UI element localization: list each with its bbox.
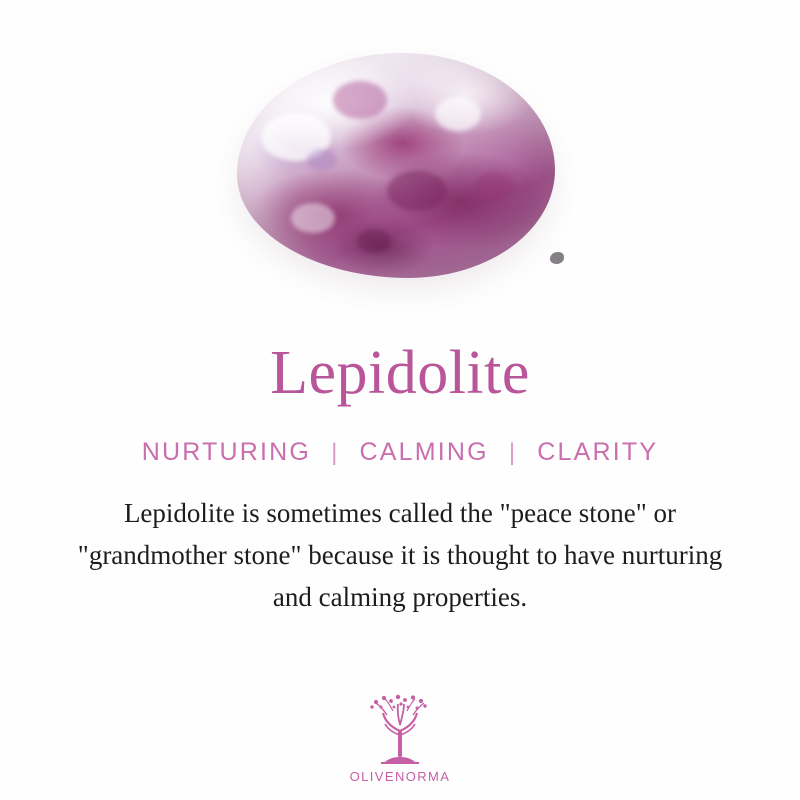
lepidolite-stone-graphic — [237, 53, 555, 278]
page-title: Lepidolite — [270, 339, 530, 407]
keyword-list — [138, 438, 663, 467]
stone-fragment — [550, 252, 564, 264]
stone-speck — [387, 171, 447, 211]
stone-speck — [291, 203, 335, 233]
stone-speck — [357, 229, 391, 253]
stone-speck — [307, 149, 337, 171]
brand-name: OLIVENORMA — [349, 769, 451, 784]
stone-speck — [475, 173, 513, 199]
stone-speck — [435, 97, 481, 131]
keyword-clarity: CLARITY — [537, 438, 659, 466]
keyword-calming: CALMING — [359, 438, 489, 466]
brand-logo — [0, 691, 800, 784]
stone-image — [0, 0, 800, 320]
keyword-separator: | — [331, 438, 340, 466]
keyword-nurturing: NURTURING — [141, 438, 312, 466]
keyword-separator: | — [508, 438, 518, 466]
description-text: Lepidolite is sometimes called the "peace stone" or "grandmother stone" because it is thought to have nurturing and calming properties. — [77, 498, 723, 612]
stone-speck — [333, 81, 387, 119]
tree-of-life-icon — [357, 691, 443, 767]
